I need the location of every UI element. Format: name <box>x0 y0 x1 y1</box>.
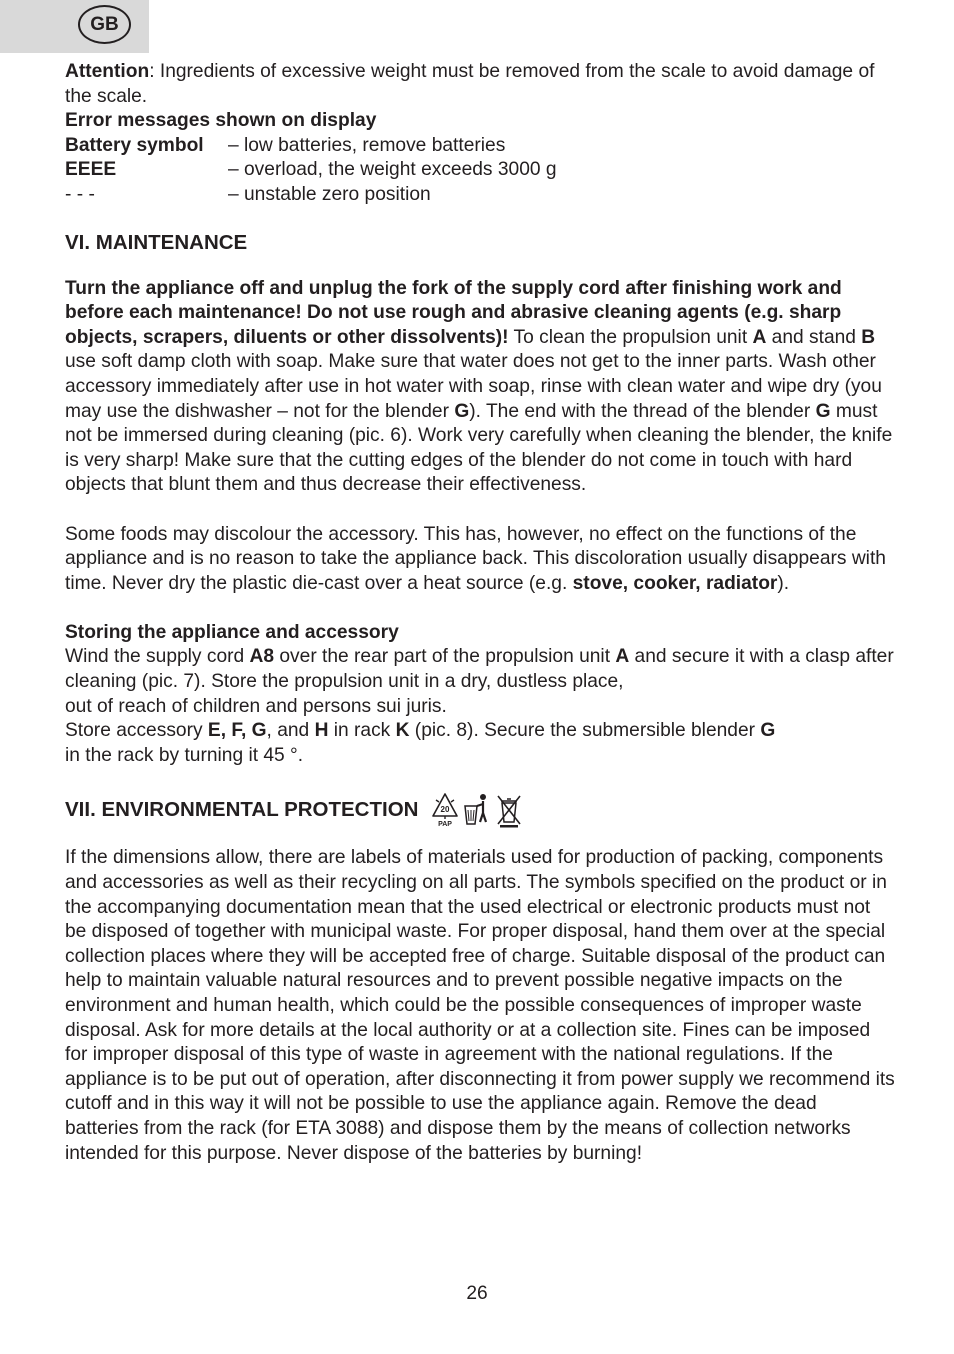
error-row-overload <box>65 158 895 183</box>
attention-label: Attention <box>65 61 150 82</box>
error-messages-title: Error messages shown on display <box>65 110 377 132</box>
page-number: 26 <box>466 1283 488 1304</box>
storing-line: out of reach of children and persons sui juris. <box>65 695 447 717</box>
svg-text:20: 20 <box>441 805 450 815</box>
language-tab <box>0 0 149 53</box>
page-content <box>65 60 895 1166</box>
error-row-battery <box>65 134 895 159</box>
error-key: - - - <box>65 183 95 205</box>
crossed-bin-icon <box>494 792 524 828</box>
language-badge: GB <box>78 5 131 44</box>
error-value: – overload, the weight exceeds 3000 g <box>228 159 557 181</box>
svg-text:PAP: PAP <box>438 821 453 829</box>
storing-line: Wind the supply cord A8 over the rear part of the propulsion unit A and secure it with a clasp after cleaning (pic. 7). Store the propulsion unit in a dry, dustless place, <box>65 646 894 693</box>
environment-heading: VII. ENVIRONMENTAL PROTECTION <box>65 798 419 822</box>
error-value: – low batteries, remove batteries <box>228 134 506 156</box>
person-bin-icon <box>462 792 492 828</box>
error-value: – unstable zero position <box>228 183 431 205</box>
error-row-unstable <box>65 183 895 208</box>
error-key: Battery symbol <box>65 134 204 156</box>
storing-line: Store accessory E, F, G, and H in rack K (pic. 8). Secure the submersible blender G <box>65 720 776 742</box>
environment-symbols <box>430 792 524 828</box>
discolour-paragraph: Some foods may discolour the accessory. This has, however, no effect on the functions of the appliance and is no reason to take the appliance back. This discoloration usually disappears with time. Never dry the plastic die-cast over a heat source (e.g. stove, cooker, radiator). <box>65 523 886 594</box>
attention-paragraph <box>65 60 895 109</box>
error-key: EEEE <box>65 159 117 181</box>
recycling-triangle-icon <box>430 792 460 828</box>
storing-title: Storing the appliance and accessory <box>65 621 399 643</box>
environment-paragraph: If the dimensions allow, there are labels of materials used for production of packing, components and accessories as well as their recycling on all parts. The symbols specified on the product or in the accompanying documentation mean that the used electrical or electronic products must not be disposed of together with municipal waste. For proper disposal, hand them over at the special collection places where they will be accepted free of charge. Suitable disposal of the product can help to maintain valuable natural resources and to prevent possible negative impacts on the environment and human health, which could be the possible consequences of improper waste disposal. Ask for more details at the local authority or at a collection site. Fines can be imposed for improper disposal of this type of waste in agreement with the national regulations. If the appliance is to be put out of operation, after disconnecting it from power supply we recommend its cutoff and in this way it will not be possible to use the appliance again. Remove the dead batteries from the rack (for ETA 3088) and dispose them by the means of collection networks intended for this purpose. Never dispose of the batteries by burning! <box>65 847 895 1164</box>
maintenance-heading: VI. MAINTENANCE <box>65 230 248 254</box>
maintenance-paragraph: Turn the appliance off and unplug the fork of the supply cord after finishing work and before each maintenance! Do not use rough and abrasive cleaning agents (e.g. sharp objects, scrapers, diluents or other dissolvents)! To clean the propulsion unit A and stand B use soft damp cloth with soap. Make sure that water does not get to the inner parts. Wash other accessory immediately after use in hot water with soap, rinse with clean water and wipe dry (you may use the dishwasher – not for the blender G). The end with the thread of the blender G must not be immersed during cleaning (pic. 6). Work very carefully when cleaning the blender, the knife is very sharp! Make sure that the cutting edges of the blender do not come in touch with hard objects that blunt them and thus decrease their effectiveness. <box>65 277 893 496</box>
attention-text: : Ingredients of excessive weight must be removed from the scale to avoid damage of the scale. <box>65 61 875 107</box>
storing-line: in the rack by turning it 45 °. <box>65 744 304 766</box>
environment-heading-row <box>65 792 895 828</box>
